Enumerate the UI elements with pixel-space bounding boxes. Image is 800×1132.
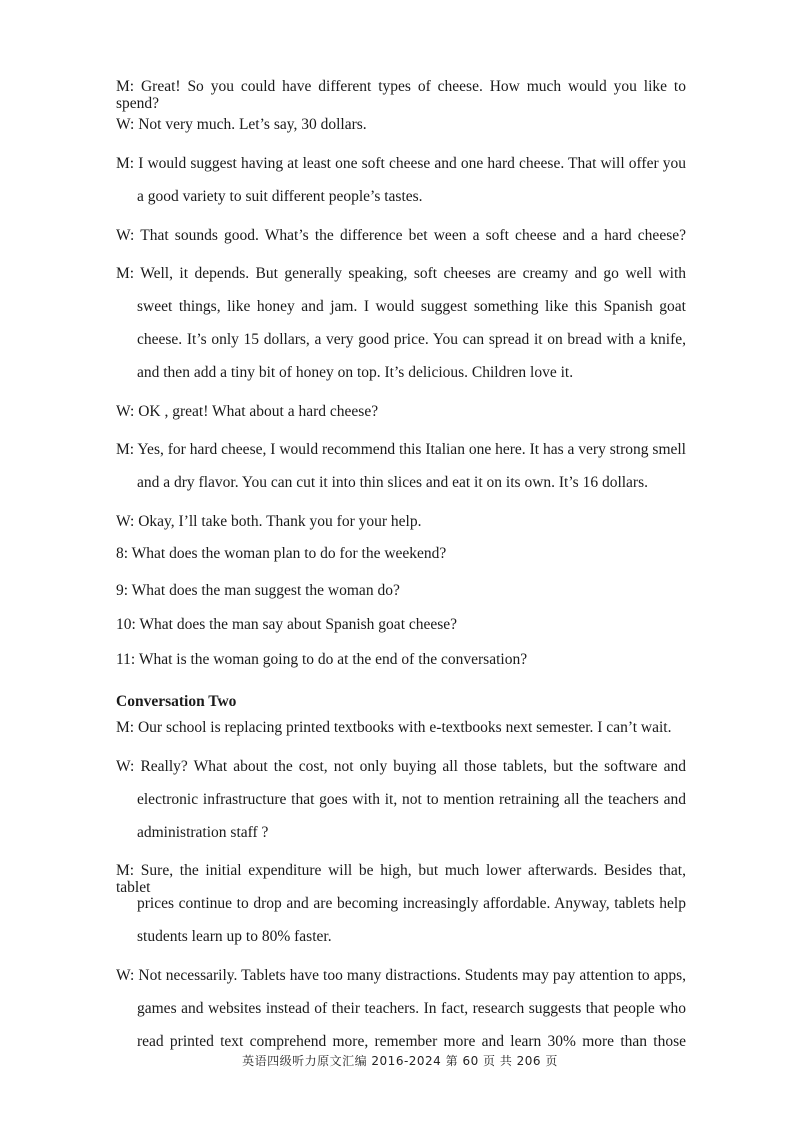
dialogue-line: M: Great! So you could have different types of cheese. How much would you like to spend? [116,78,686,112]
question-line: 9: What does the man suggest the woman do? [116,582,400,599]
section-heading: Conversation Two [116,693,237,710]
dialogue-line: W: Not necessarily. Tablets have too many distractions. Students may pay attention to apps, [116,967,686,984]
dialogue-line: a good variety to suit different people’s tastes. [137,188,423,205]
dialogue-line: W: Really? What about the cost, not only buying all those tablets, but the software and [116,758,686,775]
dialogue-line: and a dry flavor. You can cut it into thin slices and eat it on its own. It’s 16 dollars. [137,474,649,491]
dialogue-line: W: OK , great! What about a hard cheese? [116,403,379,420]
dialogue-line: W: That sounds good. What’s the difference bet ween a soft cheese and a hard cheese? [116,227,686,244]
dialogue-line: cheese. It’s only 15 dollars, a very good price. You can spread it on bread with a knife, [137,331,686,348]
dialogue-line: M: Well, it depends. But generally speaking, soft cheeses are creamy and go well with [116,265,686,282]
question-line: 10: What does the man say about Spanish goat cheese? [116,616,458,633]
page-footer: 英语四级听力原文汇编 2016-2024 第 60 页 共 206 页 [242,1054,558,1068]
dialogue-line: games and websites instead of their teachers. In fact, research suggests that people who [137,1000,686,1017]
dialogue-line: M: Our school is replacing printed textbooks with e-textbooks next semester. I can’t wait. [116,719,672,736]
dialogue-line: W: Not very much. Let’s say, 30 dollars. [116,116,367,133]
dialogue-line: students learn up to 80% faster. [137,928,332,945]
dialogue-line: W: Okay, I’ll take both. Thank you for your help. [116,513,422,530]
dialogue-line: M: Yes, for hard cheese, I would recommend this Italian one here. It has a very strong smell [116,441,686,458]
dialogue-line: electronic infrastructure that goes with it, not to mention retraining all the teachers and [137,791,686,808]
dialogue-line: M: Sure, the initial expenditure will be high, but much lower afterwards. Besides that, tablet [116,862,686,896]
dialogue-line: prices continue to drop and are becoming increasingly affordable. Anyway, tablets help [137,895,686,912]
dialogue-line: administration staff ? [137,824,269,841]
question-line: 11: What is the woman going to do at the end of the conversation? [116,651,528,668]
dialogue-line: read printed text comprehend more, remember more and learn 30% more than those [137,1033,686,1050]
question-line: 8: What does the woman plan to do for the weekend? [116,545,447,562]
dialogue-line: sweet things, like honey and jam. I would suggest something like this Spanish goat [137,298,686,315]
dialogue-line: and then add a tiny bit of honey on top. It’s delicious. Children love it. [137,364,574,381]
dialogue-line: M: I would suggest having at least one soft cheese and one hard cheese. That will offer you [116,155,686,172]
